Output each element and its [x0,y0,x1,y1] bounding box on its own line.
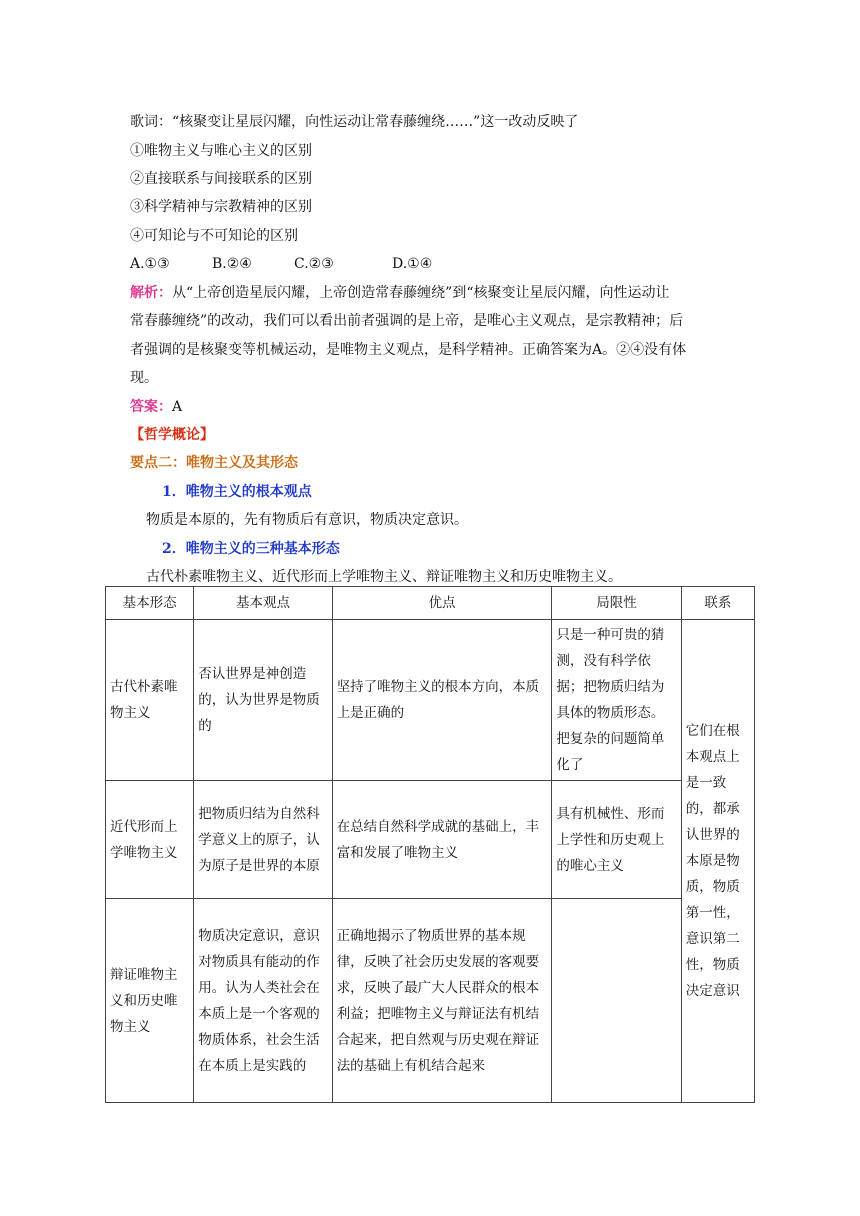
option-a: A.①③ [130,256,170,272]
option-b: B.②④ [212,256,252,272]
question-item-3: ③科学精神与宗教精神的区别 [130,199,312,215]
table-row [106,781,755,899]
cell-form: 近代形而上学唯物主义 [106,781,194,899]
table-header-row [106,587,755,620]
point1-text: 物质是本原的，先有物质后有意识，物质决定意识。 [146,512,468,528]
header-merit: 优点 [332,587,552,620]
analysis-line-3: 者强调的是核聚变等机械运动，是唯物主义观点，是科学精神。正确答案为A。②④没有体 [130,342,687,358]
analysis-line-1 [130,279,669,307]
cell-view: 把物质归结为自然科学意义上的原子，认为原子是世界的本原 [194,781,332,899]
materialism-table [105,586,755,1103]
header-form: 基本形态 [106,587,194,620]
analysis-text-1: 从“上帝创造星辰闪耀，上帝创造常春藤缠绕”到“核聚变让星辰闪耀，向性运动让 [172,285,670,301]
question-stem: 歌词：“核聚变让星辰闪耀，向性运动让常春藤缠绕……”这一改动反映了 [130,114,579,130]
option-d: D.①④ [392,256,433,272]
header-view: 基本观点 [194,587,332,620]
analysis-line-2: 常春藤缠绕”的改动，我们可以看出前者强调的是上帝，是唯心主义观点，是宗教精神；后 [130,313,684,329]
cell-merit: 坚持了唯物主义的根本方向，本质上是正确的 [332,620,552,781]
cell-form: 辩证唯物主义和历史唯物主义 [106,899,194,1103]
answer-line [130,393,182,421]
analysis-label: 解析： [130,285,172,301]
point2-text: 古代朴素唯物主义、近代形而上学唯物主义、辩证唯物主义和历史唯物主义。 [146,569,622,585]
cell-merit: 在总结自然科学成就的基础上，丰富和发展了唯物主义 [332,781,552,899]
option-c: C.②③ [294,256,334,272]
question-item-4: ④可知论与不可知论的区别 [130,228,298,244]
cell-form: 古代朴素唯物主义 [106,620,194,781]
analysis-line-4: 现。 [130,370,158,386]
answer-label: 答案： [130,399,172,415]
answer-options [130,250,432,278]
cell-limit: 具有机械性、形而上学性和历史观上的唯心主义 [552,781,681,899]
cell-merit: 正确地揭示了物质世界的基本规律，反映了社会历史发展的客观要求，反映了最广大人民群众的根本利益；把唯物主义与辩证法有机结合起来，把自然观与历史观在辩证法的基础上有机结合起来 [332,899,552,1103]
answer-value: A [172,399,183,415]
point1-title: 1．唯物主义的根本观点 [162,484,312,500]
cell-limit: 只是一种可贵的猜测，没有科学依据；把物质归结为具体的物质形态。把复杂的问题简单化了 [552,620,681,781]
header-relation: 联系 [681,587,754,620]
cell-view: 否认世界是神创造的，认为世界是物质的 [194,620,332,781]
header-limit: 局限性 [552,587,681,620]
cell-relation: 它们在根本观点上是一致的，都承认世界的本原是物质，物质第一性，意识第二性，物质决定意识 [681,620,754,1103]
question-item-1: ①唯物主义与唯心主义的区别 [130,143,312,159]
section-subheading: 要点二：唯物主义及其形态 [130,455,298,471]
question-item-2: ②直接联系与间接联系的区别 [130,171,312,187]
table-row [106,899,755,1103]
cell-limit [552,899,681,1103]
point2-title: 2．唯物主义的三种基本形态 [162,541,340,557]
section-heading: 【哲学概论】 [130,427,214,443]
table-row [106,620,755,781]
cell-view: 物质决定意识，意识对物质具有能动的作用。认为人类社会在本质上是一个客观的物质体系，社会生活在本质上是实践的 [194,899,332,1103]
